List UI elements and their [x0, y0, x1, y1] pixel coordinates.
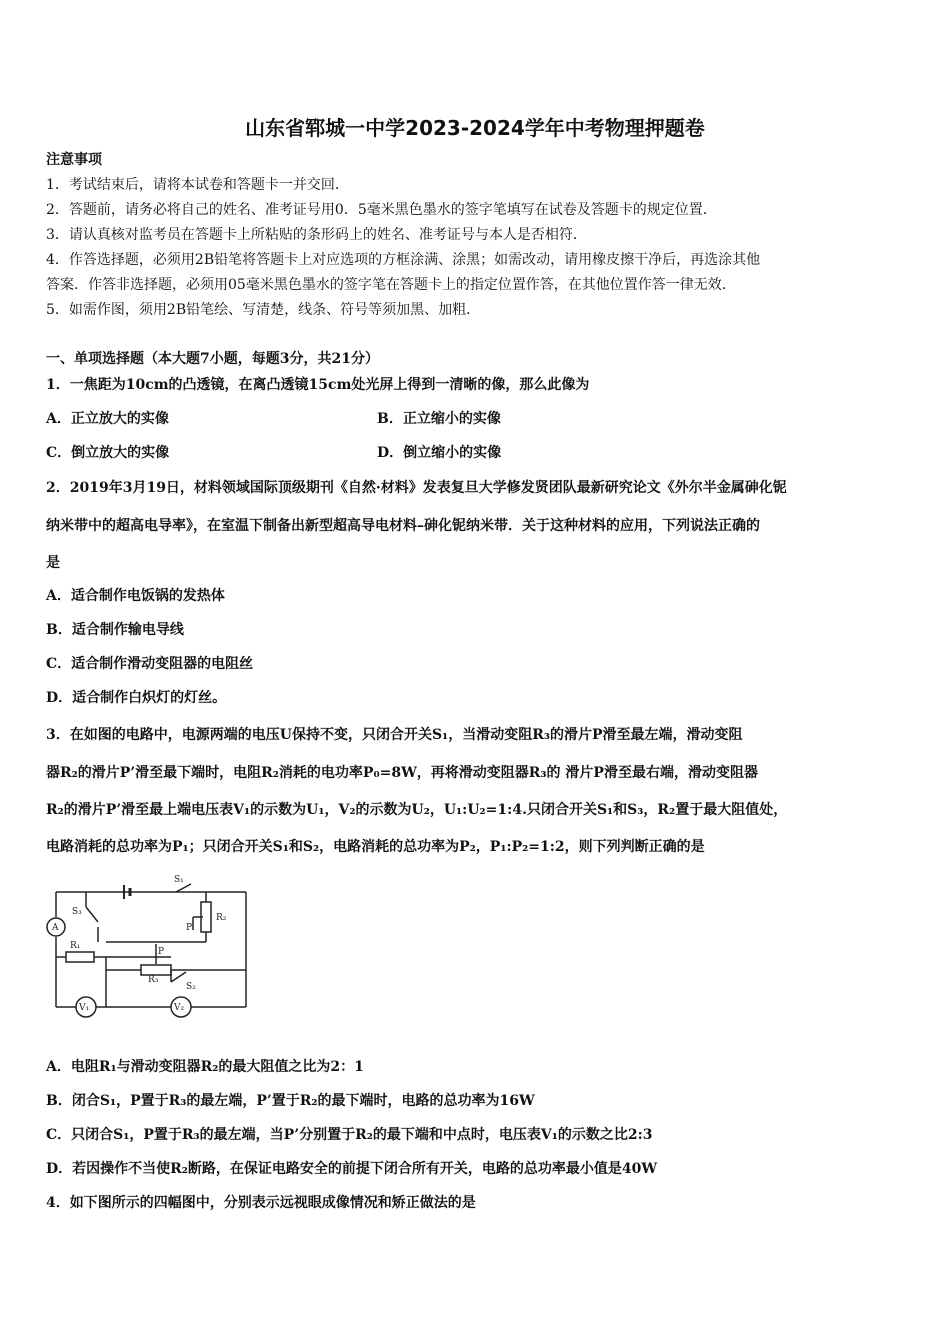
- notice-item: 5．如需作图，须用2B铅笔绘、写清楚，线条、符号等须加黑、加粗．: [46, 302, 481, 318]
- q3-option-b: B．闭合S₁，P置于R₃的最左端，P’置于R₂的最下端时，电路的总功率为16W: [46, 1093, 535, 1109]
- q1-option-c: C．倒立放大的实像: [46, 445, 170, 461]
- notice-item: 1．考试结束后，请将本试卷和答题卡一并交回．: [46, 177, 349, 193]
- q3-option-d: D．若因操作不当使R₂断路，在保证电路安全的前提下闭合所有开关，电路的总功率最小值是40W: [46, 1161, 658, 1177]
- notice-heading: 注意事项: [46, 152, 102, 168]
- q3-option-a: A．电阻R₁与滑动变阻器R₂的最大阻值之比为2：1: [46, 1059, 364, 1075]
- ammeter-label: A: [52, 923, 59, 933]
- q2-option-a: A．适合制作电饭锅的发热体: [46, 588, 225, 604]
- q2-stem-line: 纳米带中的超高电导率》，在室温下制备出新型超高导电材料–砷化铌纳米带．关于这种材料的应用，下列说法正确的: [46, 518, 760, 534]
- q3-option-c: C．只闭合S₁，P置于R₃的最左端，当P’分别置于R₂的最下端和中点时，电压表V₁的示数之比2:3: [46, 1127, 653, 1143]
- q2-stem-line: 2．2019年3月19日，材料领域国际顶级期刊《自然·材料》发表复旦大学修发贤团队最新研究论文《外尔半金属砷化铌: [46, 480, 787, 496]
- q1-stem: 1．一焦距为10cm的凸透镜，在离凸透镜15cm处光屏上得到一清晰的像，那么此像为: [46, 377, 590, 393]
- r2-label: R₂: [216, 913, 227, 923]
- q2-stem-line: 是: [46, 555, 60, 571]
- page-title: 山东省郓城一中学2023-2024学年中考物理押题卷: [245, 116, 705, 140]
- notice-item: 3．请认真核对监考员在答题卡上所粘贴的条形码上的姓名、准考证号与本人是否相符．: [46, 227, 587, 243]
- q1-option-d: D．倒立缩小的实像: [377, 445, 502, 461]
- q2-option-c: C．适合制作滑动变阻器的电阻丝: [46, 656, 254, 672]
- v2-label: V₂: [174, 1003, 185, 1013]
- notice-item: 4．作答选择题，必须用2B铅笔将答题卡上对应选项的方框涂满、涂黑；如需改动，请用橡皮擦干净后，再选涂其他: [46, 252, 761, 268]
- q3-stem-line: 电路消耗的总功率为P₁；只闭合开关S₁和S₂，电路消耗的总功率为P₂，P₁:P₂=1:2，则下列判断正确的是: [46, 839, 705, 855]
- q3-stem-line: 器R₂的滑片P’滑至最下端时，电阻R₂消耗的电功率P₀=8W，再将滑动变阻器R₃的 滑片P滑至最右端，滑动变阻器: [46, 765, 758, 781]
- p-label: P: [158, 947, 165, 957]
- notice-item: 答案．作答非选择题，必须用05毫米黑色墨水的签字笔在答题卡上的指定位置作答，在其他位置作答一律无效．: [46, 277, 736, 293]
- s2-label: S₂: [186, 982, 196, 992]
- v1-label: V₁: [79, 1003, 90, 1013]
- r3-label: R₃: [148, 975, 159, 985]
- s1-label: S₁: [174, 875, 184, 885]
- q2-option-b: B．适合制作输电导线: [46, 622, 184, 638]
- q3-stem-line: 3．在如图的电路中，电源两端的电压U保持不变，只闭合开关S₁，当滑动变阻R₃的滑片P滑至最左端，滑动变阻: [46, 727, 743, 743]
- circuit-diagram: [46, 872, 266, 1022]
- q3-stem-line: R₂的滑片P’滑至最上端电压表V₁的示数为U₁，V₂的示数为U₂，U₁:U₂=1:4.只闭合开关S₁和S₃，R₂置于最大阻值处，: [46, 802, 788, 818]
- p-prime-label: P': [186, 923, 195, 933]
- notice-item: 2．答题前，请务必将自己的姓名、准考证号用0．5毫米黑色墨水的签字笔填写在试卷及答题卡的规定位置．: [46, 202, 717, 218]
- r1-label: R₁: [70, 941, 81, 951]
- q1-option-a: A．正立放大的实像: [46, 411, 169, 427]
- q2-option-d: D．适合制作白炽灯的灯丝。: [46, 690, 227, 706]
- s3-label: S₃: [72, 907, 82, 917]
- q4-stem: 4．如下图所示的四幅图中，分别表示远视眼成像情况和矫正做法的是: [46, 1195, 476, 1211]
- q1-option-b: B．正立缩小的实像: [377, 411, 501, 427]
- section-heading: 一、单项选择题（本大题7小题，每题3分，共21分）: [46, 351, 379, 367]
